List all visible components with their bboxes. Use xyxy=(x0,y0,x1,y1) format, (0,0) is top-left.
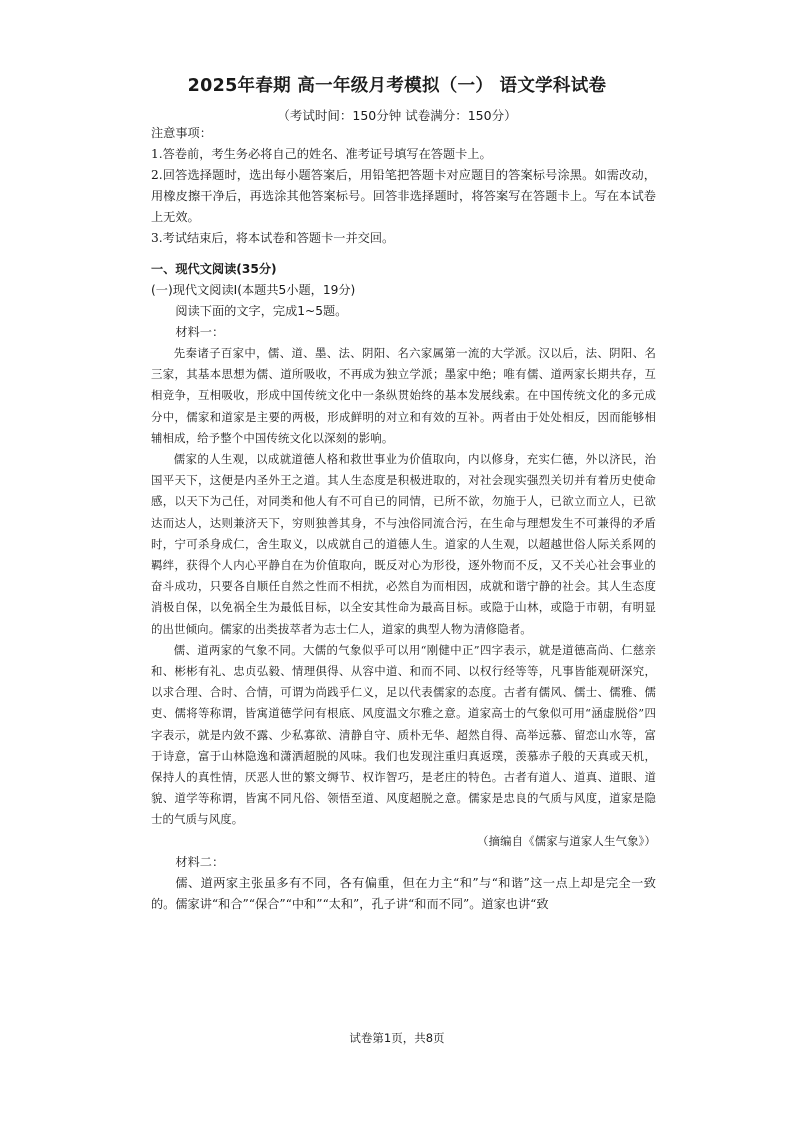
exam-subtitle: （考试时间：150分钟 试卷满分：150分） xyxy=(277,108,517,123)
material-1-label: 材料一： xyxy=(175,325,225,339)
material-2-label: 材料二： xyxy=(175,854,225,869)
exam-title: 2025年春期 高一年级月考模拟（一） 语文学科试卷 xyxy=(187,76,607,96)
material-1-paragraph-2: 儒家的人生观，以成就道德人格和救世事业为价值取向，内以修身，充实仁德，外以济民，治国平天下，这便是内圣外王之道。其人生态度是积极进取的，对社会现实强烈关切并有着历史使命感，以天下为己任，对同类和他人有不可自已的同情，已所不欲，勿施于人，已欲立而立人，已欲达而达人，达则兼济天下，穷则独善其身，不与浊俗同流合污，在生命与理想发生不可兼得的矛盾时，宁可杀身成仁，舍生取义，以成就自己的道德人生。道家的人生观，以超越世俗人际关系网的羁绊，获得个人内心平静自在为价值取向，既反对心为形役，逐外物而不反，又不关心社会事业的奋斗成功，只要各自顺任自然之性而不相扰，必然自为而相因，成就和谐宁静的社会。其人生态度消极自保，以免祸全生为最低目标，以全安其性命为最高目标。或隐于山林，或隐于市朝，有明显的出世倾向。儒家的出类拔萃者为志士仁人，道家的典型人物为清修隐者。 xyxy=(151,452,656,636)
material-2-paragraph: 儒、道两家主张虽多有不同，各有偏重，但在力主“和”与“和谐”这一点上却是完全一致的。儒家讲“和合”“保合”“中和”“太和”，孔子讲“和而不同”。道家也讲“致 xyxy=(151,875,656,911)
material-1-paragraph-1: 先秦诸子百家中，儒、道、墨、法、阴阳、名六家属第一流的大学派。汉以后，法、阴阳、名三家，其基本思想为儒、道所吸收，不再成为独立学派；墨家中绝；唯有儒、道两家长期共存，互相竞争，互相吸收，形成中国传统文化中一条纵贯始终的基本发展线索。在中国传统文化的多元成分中，儒家和道家是主要的两极，形成鲜明的对立和有效的互补。两者由于处处相反，因而能够相辅相成，给予整个中国传统文化以深刻的影响。 xyxy=(151,346,656,445)
notes-heading: 注意事项： xyxy=(151,126,212,140)
material-1-paragraph-3: 儒、道两家的气象不同。大儒的气象似乎可以用“刚健中正”四字表示，就是道德高尚、仁慈亲和、彬彬有礼、忠贞弘毅、情理俱得、从容中道、和而不同、以权行经等等，凡事皆能观研深究，以求合理、合时、合情，可谓为尚践乎仁义，足以代表儒家的态度。古者有儒风、儒士、儒雅、儒吏、儒将等称谓，皆寓道德学问有根底、风度温文尔雅之意。道家高士的气象似可用“涵虚脱俗”四字表示，就是内敛不露、少私寡欲、清静自守、质朴无华、超然自得、高举远慕、留恋山水等，富于诗意，富于山林隐逸和潇洒超脱的风味。我们也发现注重归真返璞，羡慕赤子般的天真或天机，保持人的真性情，厌恶人世的繁文缛节、权诈智巧，是老庄的特色。古者有道人、道真、道眼、道貌、道学等称谓，皆寓不同凡俗、领悟至道、风度超脱之意。儒家是忠良的气质与风度，道家是隐士的气质与风度。 xyxy=(151,642,656,827)
section-heading: 一、现代文阅读(35分) xyxy=(151,262,277,276)
notes-item-2: 2.回答选择题时，选出每小题答案后，用铅笔把答题卡对应题目的答案标号涂黑。如需改动，用橡皮擦干净后，再选涂其他答案标号。回答非选择题时，将答案写在答题卡上。写在本试卷上无效。 xyxy=(151,168,656,224)
material-1-source: （摘编自《儒家与道家人生气象》） xyxy=(477,833,656,848)
sub-heading: (一)现代文阅读Ⅰ(本题共5小题，19分) xyxy=(151,283,356,297)
instruction: 阅读下面的文字，完成1~5题。 xyxy=(175,304,348,318)
exam-content xyxy=(151,123,656,915)
notes-item-1: 1.答卷前，考生务必将自己的姓名、准考证号填写在答题卡上。 xyxy=(151,147,492,161)
page-number: 试卷第1页，共8页 xyxy=(349,1031,445,1045)
notes-item-3: 3.考试结束后，将本试卷和答题卡一并交回。 xyxy=(151,231,395,245)
